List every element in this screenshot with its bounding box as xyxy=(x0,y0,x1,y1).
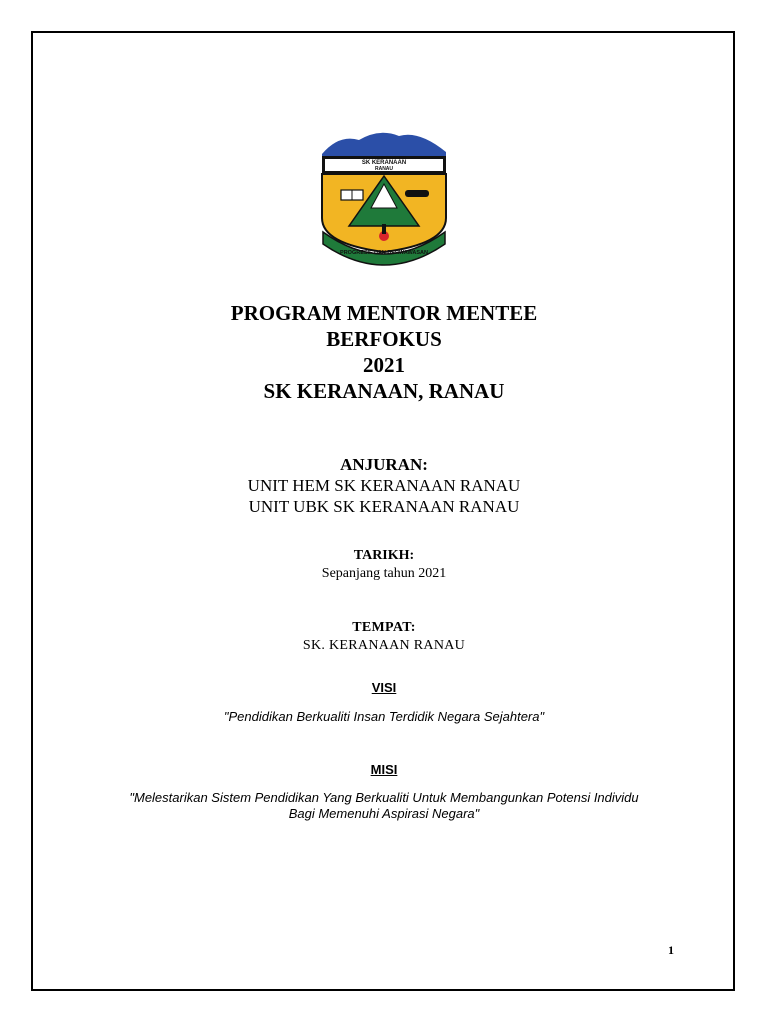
logo-top-text: SK KERANAAN xyxy=(361,160,407,166)
document-title xyxy=(0,300,768,404)
visi-text: "Pendidikan Berkualiti Insan Terdidik Negara Sejahtera" xyxy=(223,709,545,724)
title-line-4: SK KERANAAN, RANAU xyxy=(263,379,505,403)
tarikh-value: Sepanjang tahun 2021 xyxy=(321,566,447,581)
tarikh-label: TARIKH: xyxy=(353,548,415,563)
visi-heading: VISI xyxy=(371,680,397,695)
logo-motto: PROGRESIF DAN BERWAWASAN xyxy=(340,250,428,256)
misi-line-1: "Melestarikan Sistem Pendidikan Yang Berkualiti Untuk Membangunkan Potensi Individu xyxy=(129,790,639,805)
school-crest-logo xyxy=(319,126,449,268)
tempat-value: SK. KERANAAN RANAU xyxy=(302,638,466,653)
anjuran-section xyxy=(0,454,768,517)
anjuran-label: ANJURAN: xyxy=(340,455,428,474)
misi-text xyxy=(0,790,768,822)
misi-heading: MISI xyxy=(370,762,398,777)
anjuran-line-2: UNIT UBK SK KERANAAN RANAU xyxy=(248,497,520,516)
title-line-3: 2021 xyxy=(363,353,405,377)
title-line-1: PROGRAM MENTOR MENTEE xyxy=(230,301,538,325)
page-number: 1 xyxy=(668,943,674,957)
misi-line-2: Bagi Memenuhi Aspirasi Negara" xyxy=(288,806,480,821)
tempat-label: TEMPAT: xyxy=(352,620,416,635)
logo-top-text-2: RANAU xyxy=(374,166,394,172)
tempat-section xyxy=(0,619,768,655)
title-line-2: BERFOKUS xyxy=(326,327,442,351)
tarikh-section xyxy=(0,547,768,583)
anjuran-line-1: UNIT HEM SK KERANAAN RANAU xyxy=(247,476,521,495)
